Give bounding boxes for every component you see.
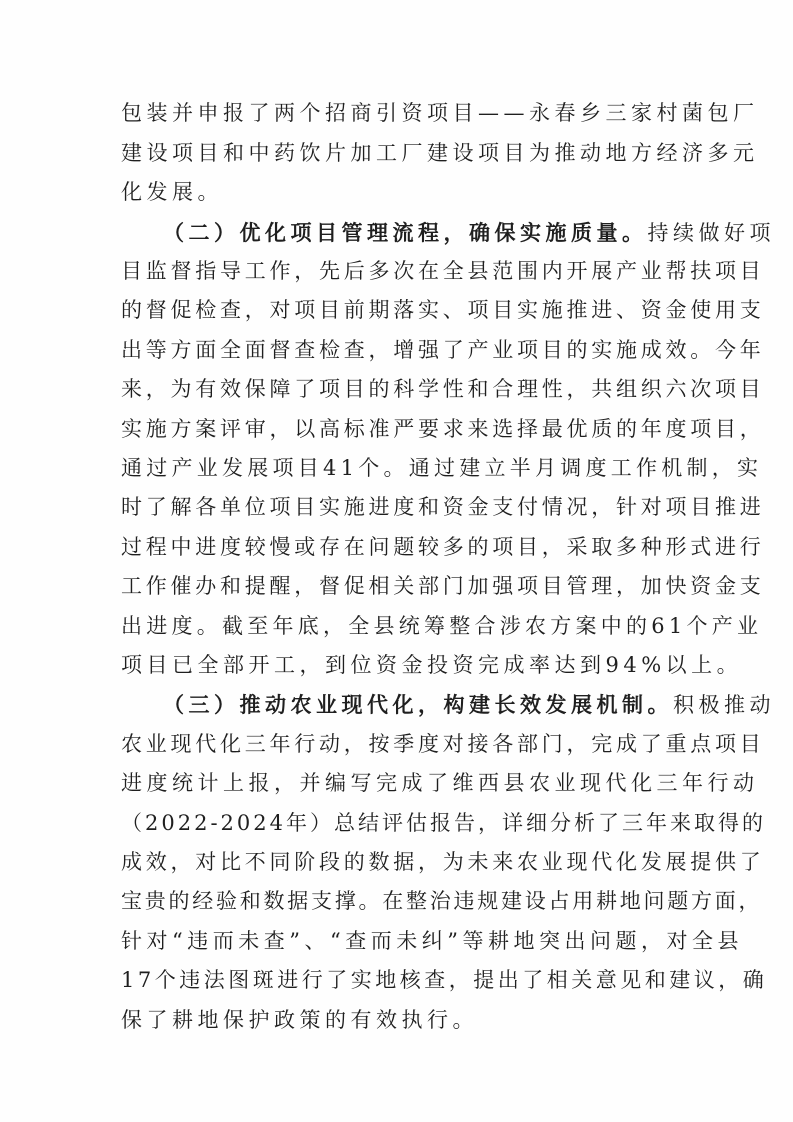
text-line <box>121 143 759 164</box>
text-line <box>121 419 765 440</box>
text-run: 17个违法图斑进行了实地核查，提出了相关意见和建议，确 <box>121 968 768 992</box>
section-heading: （二）优化项目管理流程，确保实施质量。 <box>163 220 648 245</box>
text-run: 通过产业发展项目41个。通过建立半月调度工作机制，实 <box>121 456 763 480</box>
section-heading-line <box>163 222 775 244</box>
text-line <box>121 1010 478 1031</box>
text-line <box>121 182 223 203</box>
text-line <box>121 931 743 952</box>
text-run: 来，为有效保障了项目的科学性和合理性，共组织六次项目 <box>121 377 765 401</box>
text-run: 出进度。截至年底，全县统筹整合涉农方案中的61个产业 <box>121 614 763 638</box>
text-line <box>121 734 765 755</box>
text-line <box>121 103 759 124</box>
text-line <box>121 300 765 321</box>
text-line <box>121 773 759 794</box>
text-run: 项目已全部开工，到位资金投资完成率达到94%以上。 <box>121 653 743 677</box>
text-run: 持续做好项 <box>647 221 775 245</box>
text-run: 针对“违而未查”、“查而未纠”等耕地突出问题，对全县 <box>121 929 743 953</box>
text-run: （2022-2024年）总结评估报告，详细分析了三年来取得的 <box>121 811 766 835</box>
text-run: 宝贵的经验和数据支撑。在整治违规建设占用耕地问题方面， <box>121 889 763 913</box>
text-line <box>121 970 767 991</box>
text-run: 时了解各单位项目实施进度和资金支付情况，针对项目推进 <box>121 495 765 519</box>
text-line <box>121 576 765 597</box>
text-line <box>121 261 765 282</box>
text-run: 进度统计上报，并编写完成了维西县农业现代化三年行动 <box>121 771 759 795</box>
text-run: 化发展。 <box>121 180 223 204</box>
text-run: 实施方案评审，以高标准严要求来选择最优质的年度项目， <box>121 417 765 441</box>
text-line <box>121 813 766 834</box>
text-run: 的督促检查，对项目前期落实、项目实施推进、资金使用支 <box>121 298 765 322</box>
text-run: 包装并申报了两个招商引资项目——永春乡三家村菌包厂 <box>121 101 759 125</box>
text-line <box>121 497 765 518</box>
text-run: 建设项目和中药饮片加工厂建设项目为推动地方经济多元 <box>121 141 759 165</box>
text-run: 保了耕地保护政策的有效执行。 <box>121 1008 478 1032</box>
text-line <box>121 340 765 361</box>
section-heading-line <box>163 694 775 716</box>
text-line <box>121 379 765 400</box>
text-run: 出等方面全面督查检查，增强了产业项目的实施成效。今年 <box>121 338 765 362</box>
text-line <box>121 891 762 912</box>
text-run: 成效，对比不同阶段的数据，为未来农业现代化发展提供了 <box>121 850 765 874</box>
text-run: 目监督指导工作，先后多次在全县范围内开展产业帮扶项目 <box>121 259 765 283</box>
text-run: 积极推动 <box>673 693 775 717</box>
text-line <box>121 655 742 676</box>
text-line <box>121 458 762 479</box>
text-line <box>121 616 762 637</box>
text-run: 工作催办和提醒，督促相关部门加强项目管理，加快资金支 <box>121 574 765 598</box>
text-line <box>121 852 765 873</box>
section-heading: （三）推动农业现代化，构建长效发展机制。 <box>163 692 673 717</box>
text-run: 农业现代化三年行动，按季度对接各部门，完成了重点项目 <box>121 732 765 756</box>
text-line <box>121 537 765 558</box>
text-run: 过程中进度较慢或存在问题较多的项目，采取多种形式进行 <box>121 535 765 559</box>
